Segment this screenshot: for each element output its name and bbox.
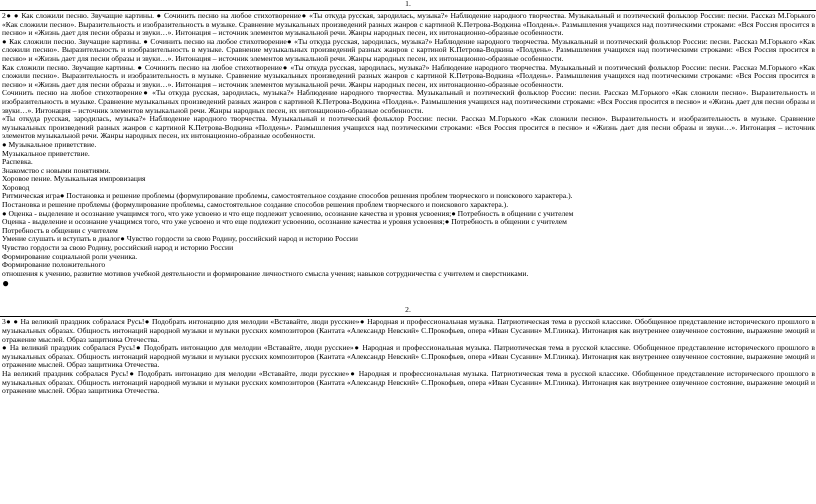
page-number-2: 2.	[405, 305, 411, 315]
lesson-2-paragraph-4: Сочинить песню на любое стихотворение● «Ты откуда русская, зародилась, музыка?» Наблюдение народного творчества. Музыкальный и поэтический фольклор России: песни. Рассказ М.Горького «Как сложили песню». Выразительность и изобразительность в музыке. Сравнение музыкальных произведений разных жанров с картиной К.Петрова-Водкина «Полдень». Размышления учащихся над поэтическими строками: «Вся Россия просится в песню» и «Жизнь дает для песни образы и звуки…». Интонация – источник элементов музыкальной речи. Жанры народных песен, их интонационно-образные особенности.	[2, 88, 815, 115]
list-item: Ритмическая игра● Постановка и решение проблемы (формулирование проблемы, самостоятельное создание способов решения проблем творческого и поискового характера.).	[2, 191, 573, 201]
list-item: Формирование социальной роли ученика.	[2, 251, 138, 261]
list-item: Оценка - выделение и осознание учащимся того, что уже усвоено и что еще подлежит усвоению, осознание качества и уровня усвоения;● Потребность в общении с учителем	[2, 217, 567, 227]
list-item: ● Музыкальное приветствие.	[2, 139, 97, 149]
lesson-2-paragraph-3: Как сложили песню. Звучащие картины. ● Сочинить песню на любое стихотворение● «Ты откуда русская, зародилась, музыка?» Наблюдение народного творчества. Музыкальный и поэтический фольклор России: песни. Рассказ М.Горького «Как сложили песню». Выразительность и изобразительность в музыке. Сравнение музыкальных произведений разных жанров с картиной К.Петрова-Водкина «Полдень». Размышления учащихся над поэтическими строками: «Вся Россия просится в песню» и «Жизнь дает для песни образы и звуки…». Интонация – источник элементов музыкальной речи. Жанры народных песен, их интонационно-образные особенности.	[2, 62, 815, 89]
lesson-row-3	[0, 318, 816, 395]
list-item: Чувство гордости за свою Родину, российский народ и историю России	[2, 243, 234, 253]
lesson-2-paragraph-1: 2● ● Как сложили песню. Звучащие картины. ● Сочинить песню на любое стихотворение● «Ты откуда русская, зародилась, музыка?» Наблюдение народного творчества. Музыкальный и поэтический фольклор России: песни. Рассказ М.Горького «Как сложили песню». Выразительность и изобразительность в музыке. Сравнение музыкальных произведений разных жанров с картиной К.Петрова-Водкина «Полдень». Размышления учащихся над поэтическими строками: «Вся Россия просится в песню» и «Жизнь дает для песни образы и звуки…». Интонация – источник элементов музыкальной речи. Жанры народных песен, их интонационно-образные особенности.	[2, 11, 815, 38]
list-item: Хоровод	[2, 182, 30, 192]
lesson-3-paragraph-1: 3● ● На великий праздник собралася Русь!● Подобрать интонацию для мелодии «Вставайте, люди русские»● Народная и профессиональная музыка. Патриотическая тема в русской классике. Обобщенное представление исторического прошлого в музыкальных образах. Общность интонаций народной музыки и музыки русских композиторов (Кантата «Александр Невский» С.Прокофьев, опера «Иван Сусанин» М.Глинка). Интонация как внутреннее озвученное состояние, выражение эмоций и отражение мыслей. Образ защитника Отечества.	[2, 317, 815, 344]
list-item: Знакомство с новыми понятиями.	[2, 165, 111, 175]
list-item: отношения к учению, развитие мотивов учебной деятельности и формирование личностного смысла учения; навыков сотрудничества с учителем и сверстниками.	[2, 268, 529, 278]
list-item: Распевка.	[2, 157, 33, 167]
lesson-3-paragraph-2: ● На великий праздник собралася Русь!● Подобрать интонацию для мелодии «Вставайте, люди русские»● Народная и профессиональная музыка. Патриотическая тема в русской классике. Обобщенное представление исторического прошлого в музыкальных образах. Общность интонаций народной музыки и музыки русских композиторов (Кантата «Александр Невский» С.Прокофьев, опера «Иван Сусанин» М.Глинка). Интонация как внутреннее озвученное состояние, выражение эмоций и отражение мыслей. Образ защитника Отечества.	[2, 343, 815, 370]
list-item: Формирование положительного	[2, 260, 106, 270]
lesson-2-paragraph-5: «Ты откуда русская, зародилась, музыка?» Наблюдение народного творчества. Музыкальный и поэтический фольклор России: песни. Рассказ М.Горького «Как сложили песню». Выразительность и изобразительность в музыке. Сравнение музыкальных произведений разных жанров с картиной К.Петрова-Водкина «Полдень». Размышления учащихся над поэтическими строками: «Вся Россия просится в песню» и «Жизнь дает для песни образы и звуки…». Интонация – источник элементов музыкальной речи. Жанры народных песен, их интонационно-образные особенности.	[2, 114, 815, 141]
bullet-icon: ●	[2, 276, 10, 291]
list-item: Умение слушать и вступать в диалог● Чувство гордости за свою Родину, российский народ и историю России	[2, 234, 358, 244]
list-item: Музыкальное приветствие.	[2, 148, 90, 158]
lesson-2-paragraph-2: ● Как сложили песню. Звучащие картины. ● Сочинить песню на любое стихотворение● «Ты откуда русская, зародилась, музыка?» Наблюдение народного творчества. Музыкальный и поэтический фольклор России: песни. Рассказ М.Горького «Как сложили песню». Выразительность и изобразительность в музыке. Сравнение музыкальных произведений разных жанров с картиной К.Петрова-Водкина «Полдень». Размышления учащихся над поэтическими строками: «Вся Россия просится в песню» и «Жизнь дает для песни образы и звуки…». Интонация – источник элементов музыкальной речи. Жанры народных песен, их интонационно-образные особенности.	[2, 36, 815, 63]
list-item: Хоровое пение. Музыкальная импровизация	[2, 174, 146, 184]
lesson-row-2	[0, 12, 816, 294]
lesson-3-paragraph-3: На великий праздник собралася Русь!● Подобрать интонацию для мелодии «Вставайте, люди русские»● Народная и профессиональная музыка. Патриотическая тема в русской классике. Обобщенное представление исторического прошлого в музыкальных образах. Общность интонаций народной музыки и музыки русских композиторов (Кантата «Александр Невский» С.Прокофьев, опера «Иван Сусанин» М.Глинка). Интонация как внутреннее озвученное состояние, выражение эмоций и отражение мыслей. Образ защитника Отечества.	[2, 368, 815, 396]
list-item: Потребность в общении с учителем	[2, 225, 118, 235]
list-item: Постановка и решение проблемы (формулирование проблемы, самостоятельное создание способов решения проблем творческого и поискового характера.).	[2, 200, 509, 210]
list-item: ● Оценка - выделение и осознание учащимся того, что уже усвоено и что еще подлежит усвоению, осознание качества и уровня усвоения;● Потребность в общении с учителем	[2, 208, 574, 218]
page-number-1: 1.	[405, 0, 411, 8]
